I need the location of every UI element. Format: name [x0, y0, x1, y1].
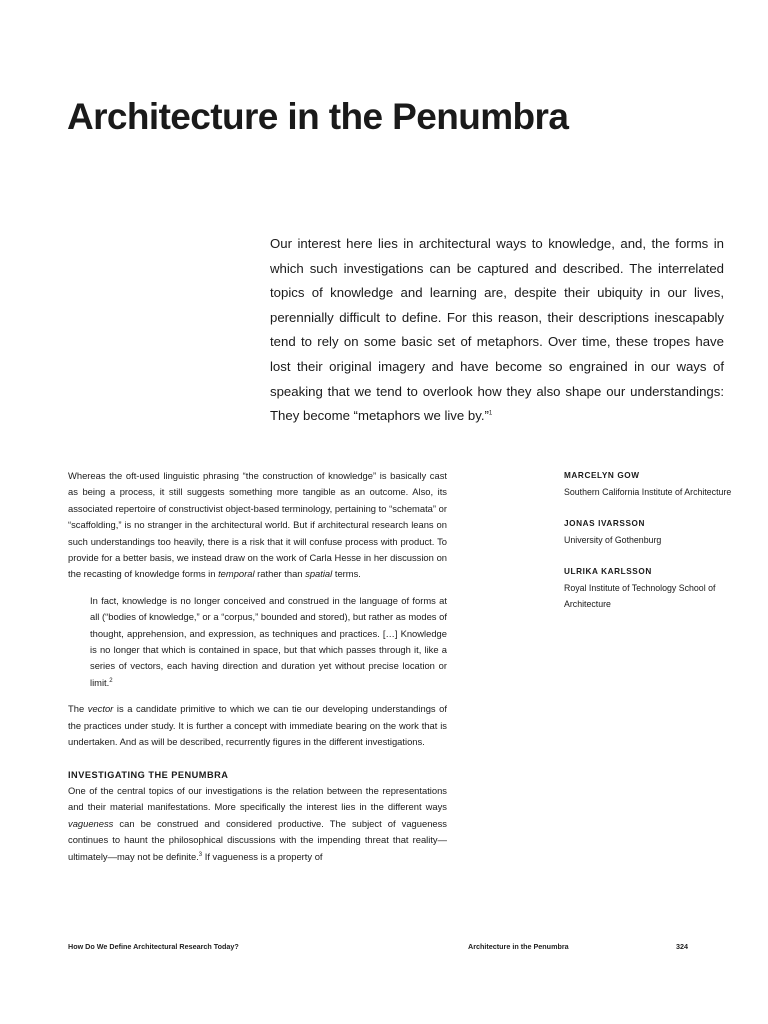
footer-book-title: How Do We Define Architectural Research Today?: [68, 942, 239, 951]
emphasis-text: vector: [87, 703, 114, 715]
author-affiliation: University of Gothenburg: [564, 535, 662, 545]
author-affiliation: Southern California Institute of Architecture: [564, 487, 732, 497]
block-quote: [90, 593, 447, 691]
body-paragraph-1: [68, 468, 447, 583]
quote-text: In fact, knowledge is no longer conceived and construed in the language of forms at all (“bodies of knowledge,” or a “corpus,” bounded and stored), but rather as modes of thought, apprehension, and expression, as techniques and practices. […] Knowledge is no longer that which is contained in space, but that which passes through it, like a series of vectors, each having direction and duration yet without precise location or limit.: [90, 594, 447, 688]
footnote-marker: 3: [198, 851, 203, 858]
author-entry: [564, 468, 734, 500]
author-name: MARCELYN GOW: [564, 471, 640, 480]
page-number: 324: [676, 942, 688, 951]
emphasis-text: vagueness: [68, 817, 114, 829]
page-title: Architecture in the Penumbra: [67, 96, 569, 137]
body-text-segment: rather than: [254, 568, 306, 580]
author-name: JONAS IVARSSON: [564, 519, 646, 528]
footer-chapter-title: Architecture in the Penumbra: [468, 942, 569, 951]
body-text-segment: is a candidate primitive to which we can tie our developing understandings of the practices under study. It is further a concept with immediate bearing on the work that is undertaken. And as will be described, recurrently figures in the different investigations.: [68, 703, 447, 748]
body-text-segment: Whereas the oft-used linguistic phrasing “the construction of knowledge” is basically cast as being a process, it still suggests something more tangible as an outcome. Also, its associated repertoire of constructivist object-based terminology, pertaining to “schemata” or “scaffolding,” is no stranger in the architectural world. But if architectural research leans on such understandings too heavily, there is a risk that it will confuse process with product. To provide for a better basis, we instead draw on the work of Carla Hesse in her discussion on the recasting of knowledge forms in: [68, 470, 447, 580]
emphasis-text: spatial: [305, 568, 333, 580]
author-name: ULRIKA KARLSSON: [564, 567, 652, 576]
footnote-marker: 2: [109, 677, 113, 684]
body-text-segment: One of the central topics of our investigations is the relation between the representations and their material manifestations. More specifically the interest lies in the different ways: [68, 784, 447, 813]
intro-paragraph: [270, 232, 724, 429]
body-text-segment: If vagueness is a property of: [202, 850, 323, 862]
author-affiliation: Royal Institute of Technology School of Architecture: [564, 583, 716, 609]
author-entry: [564, 564, 734, 612]
section-heading: INVESTIGATING THE PENUMBRA: [68, 769, 229, 780]
author-list: [564, 468, 734, 628]
body-text-segment: The: [68, 703, 88, 715]
footnote-marker: 1: [488, 410, 493, 417]
main-column: [68, 468, 447, 865]
body-paragraph-3: [68, 783, 447, 865]
author-entry: [564, 516, 734, 548]
body-text-segment: terms.: [332, 568, 361, 580]
emphasis-text: temporal: [218, 568, 255, 580]
body-paragraph-2: [68, 701, 447, 750]
intro-text: Our interest here lies in architectural ways to knowledge, and, the forms in which such investigations can be captured and described. The interrelated topics of knowledge and learning are, despite their ubiquity in our lives, perennially difficult to define. For this reason, their descriptions inescapably tend to rely on some basic set of metaphors. Over time, these tropes have lost their original imagery and have become so engrained in our ways of speaking that we tend to overlook how they also shape our understandings: They become “metaphors we live by.”: [270, 236, 724, 424]
body-text-segment: can be construed and considered productive. The subject of vagueness continues to haunt the philosophical discussions with the impending threat that reality—ultimately—may not be definite.: [68, 817, 447, 862]
